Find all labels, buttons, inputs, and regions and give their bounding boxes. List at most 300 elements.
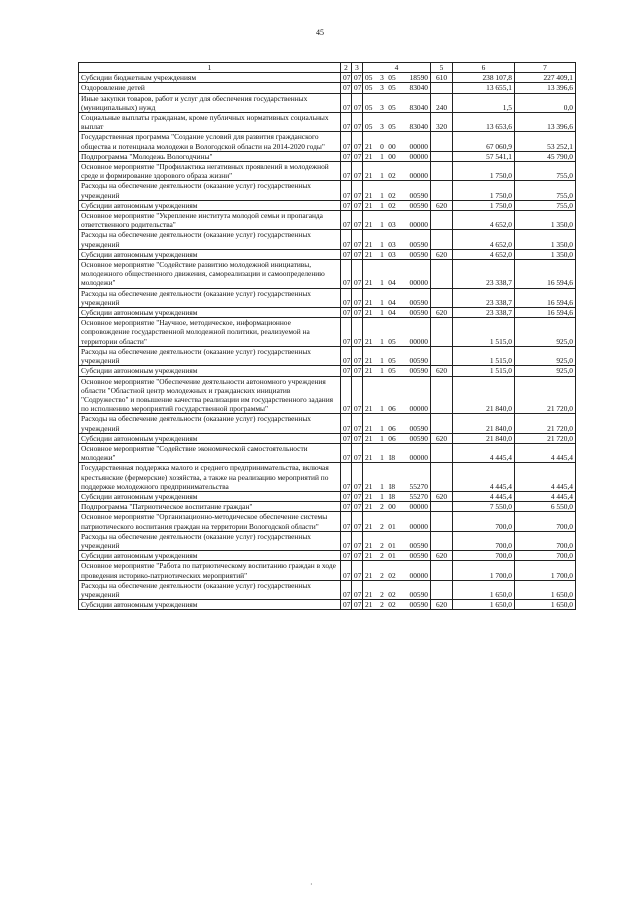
row-name: Подпрограмма "Патриотическое воспитание граждан" bbox=[79, 502, 341, 512]
target-article-direction: 00000 bbox=[409, 151, 428, 161]
row-target-article bbox=[363, 491, 431, 501]
target-article-parts bbox=[365, 122, 428, 131]
target-article-parts bbox=[365, 171, 428, 180]
row-amount-col6: 21 840,0 bbox=[453, 376, 515, 414]
header-col-2: 2 bbox=[341, 63, 352, 73]
row-amount-col7: 21 720,0 bbox=[515, 376, 576, 414]
target-article-parts bbox=[365, 600, 428, 609]
row-name: Субсидии автономным учреждениям bbox=[79, 491, 341, 501]
row-subsection: 07 bbox=[352, 551, 363, 561]
row-target-article bbox=[363, 580, 431, 599]
row-amount-col6: 4 652,0 bbox=[453, 230, 515, 249]
row-expense-type bbox=[431, 463, 453, 492]
row-subsection: 07 bbox=[352, 308, 363, 318]
table-row bbox=[79, 200, 576, 210]
row-target-article bbox=[363, 93, 431, 112]
target-article-parts bbox=[365, 142, 428, 151]
row-expense-type bbox=[431, 502, 453, 512]
target-article-parts bbox=[365, 424, 428, 433]
row-amount-col6: 1 700,0 bbox=[453, 561, 515, 580]
row-amount-col7: 21 720,0 bbox=[515, 433, 576, 443]
row-amount-col6: 13 653,6 bbox=[453, 113, 515, 132]
row-amount-col6: 700,0 bbox=[453, 512, 515, 531]
target-article-subprogram: 3 bbox=[380, 83, 384, 93]
row-amount-col6: 1 650,0 bbox=[453, 600, 515, 610]
row-section: 07 bbox=[341, 551, 352, 561]
row-amount-col7: 13 396,6 bbox=[515, 83, 576, 93]
target-article-program: 21 bbox=[365, 356, 373, 366]
target-article-program: 21 bbox=[365, 481, 373, 491]
target-article-direction: 83040 bbox=[409, 83, 428, 93]
table-row bbox=[79, 443, 576, 462]
row-subsection: 07 bbox=[352, 132, 363, 151]
target-article-subprogram: 1 bbox=[380, 239, 384, 249]
row-expense-type bbox=[431, 318, 453, 347]
row-section: 07 bbox=[341, 318, 352, 347]
row-expense-type bbox=[431, 151, 453, 161]
target-article-activity: 05 bbox=[388, 73, 396, 83]
target-article-direction: 55270 bbox=[409, 481, 428, 491]
row-section: 07 bbox=[341, 580, 352, 599]
table-row bbox=[79, 73, 576, 83]
target-article-direction: 00590 bbox=[409, 423, 428, 433]
row-amount-col6: 1 515,0 bbox=[453, 366, 515, 376]
target-article-program: 21 bbox=[365, 589, 373, 599]
row-section: 07 bbox=[341, 230, 352, 249]
row-section: 07 bbox=[341, 132, 352, 151]
row-amount-col7: 925,0 bbox=[515, 318, 576, 347]
row-amount-col6: 57 541,1 bbox=[453, 151, 515, 161]
row-amount-col6: 1,5 bbox=[453, 93, 515, 112]
row-amount-col7: 755,0 bbox=[515, 181, 576, 200]
row-subsection: 07 bbox=[352, 249, 363, 259]
target-article-subprogram: 2 bbox=[380, 600, 384, 610]
table-row bbox=[79, 531, 576, 550]
row-section: 07 bbox=[341, 463, 352, 492]
target-article-activity: 03 bbox=[388, 220, 396, 230]
target-article-subprogram: 1 bbox=[380, 481, 384, 491]
target-article-subprogram: 1 bbox=[380, 190, 384, 200]
target-article-activity: 00 bbox=[388, 502, 396, 512]
row-name: Основное мероприятие "Профилактика негативных проявлений в молодежной среде и формирование здорового образа жизни" bbox=[79, 162, 341, 181]
target-article-direction: 00000 bbox=[409, 278, 428, 288]
row-name: Субсидии автономным учреждениям bbox=[79, 200, 341, 210]
row-subsection: 07 bbox=[352, 346, 363, 365]
row-amount-col7: 1 650,0 bbox=[515, 580, 576, 599]
target-article-direction: 00590 bbox=[409, 308, 428, 318]
target-article-parts bbox=[365, 308, 428, 317]
row-expense-type bbox=[431, 181, 453, 200]
target-article-direction: 00590 bbox=[409, 200, 428, 210]
table-row bbox=[79, 551, 576, 561]
target-article-subprogram: 0 bbox=[380, 141, 384, 151]
target-article-activity: 01 bbox=[388, 551, 396, 561]
row-expense-type bbox=[431, 531, 453, 550]
row-expense-type bbox=[431, 376, 453, 414]
row-section: 07 bbox=[341, 200, 352, 210]
row-expense-type: 610 bbox=[431, 73, 453, 83]
row-target-article bbox=[363, 600, 431, 610]
target-article-program: 21 bbox=[365, 190, 373, 200]
target-article-parts bbox=[365, 434, 428, 443]
target-article-parts bbox=[365, 453, 428, 462]
row-section: 07 bbox=[341, 376, 352, 414]
target-article-activity: 05 bbox=[388, 356, 396, 366]
target-article-program: 21 bbox=[365, 551, 373, 561]
row-expense-type: 620 bbox=[431, 491, 453, 501]
page-number: 45 bbox=[316, 28, 324, 37]
row-amount-col6: 1 515,0 bbox=[453, 346, 515, 365]
target-article-activity: 03 bbox=[388, 249, 396, 259]
target-article-direction: 00590 bbox=[409, 356, 428, 366]
target-article-activity: 00 bbox=[388, 151, 396, 161]
row-target-article bbox=[363, 73, 431, 83]
target-article-parts bbox=[365, 152, 428, 161]
row-name: Субсидии автономным учреждениям bbox=[79, 249, 341, 259]
row-target-article bbox=[363, 211, 431, 230]
row-section: 07 bbox=[341, 443, 352, 462]
row-amount-col6: 23 338,7 bbox=[453, 260, 515, 289]
target-article-direction: 00000 bbox=[409, 220, 428, 230]
row-target-article bbox=[363, 414, 431, 433]
row-amount-col6: 4 652,0 bbox=[453, 211, 515, 230]
row-amount-col7: 700,0 bbox=[515, 512, 576, 531]
row-target-article bbox=[363, 200, 431, 210]
row-amount-col7: 45 790,0 bbox=[515, 151, 576, 161]
row-expense-type: 240 bbox=[431, 93, 453, 112]
row-amount-col6: 23 338,7 bbox=[453, 288, 515, 307]
table-row bbox=[79, 318, 576, 347]
target-article-subprogram: 1 bbox=[380, 356, 384, 366]
target-article-program: 21 bbox=[365, 570, 373, 580]
target-article-program: 21 bbox=[365, 502, 373, 512]
budget-table bbox=[78, 62, 576, 610]
target-article-direction: 00590 bbox=[409, 589, 428, 599]
table-row bbox=[79, 561, 576, 580]
row-amount-col6: 1 515,0 bbox=[453, 318, 515, 347]
row-subsection: 07 bbox=[352, 561, 363, 580]
row-name: Государственная программа "Создание условий для развития гражданского общества и потенциала молодежи в Вологодской области на 2014-2020 годы" bbox=[79, 132, 341, 151]
target-article-program: 05 bbox=[365, 102, 373, 112]
row-amount-col6: 23 338,7 bbox=[453, 308, 515, 318]
target-article-activity: 04 bbox=[388, 278, 396, 288]
target-article-direction: 00000 bbox=[409, 453, 428, 463]
target-article-activity: 02 bbox=[388, 600, 396, 610]
target-article-activity: 00 bbox=[388, 141, 396, 151]
row-name: Расходы на обеспечение деятельности (оказание услуг) государственных учреждений bbox=[79, 414, 341, 433]
row-target-article bbox=[363, 346, 431, 365]
row-target-article bbox=[363, 366, 431, 376]
target-article-activity: 06 bbox=[388, 404, 396, 414]
target-article-activity: 02 bbox=[388, 570, 396, 580]
row-target-article bbox=[363, 113, 431, 132]
row-section: 07 bbox=[341, 181, 352, 200]
row-target-article bbox=[363, 318, 431, 347]
row-amount-col6: 13 655,1 bbox=[453, 83, 515, 93]
row-target-article bbox=[363, 181, 431, 200]
row-expense-type: 620 bbox=[431, 600, 453, 610]
target-article-activity: 05 bbox=[388, 102, 396, 112]
header-col-5: 5 bbox=[431, 63, 453, 73]
row-subsection: 07 bbox=[352, 433, 363, 443]
target-article-program: 21 bbox=[365, 433, 373, 443]
row-target-article bbox=[363, 132, 431, 151]
target-article-program: 21 bbox=[365, 336, 373, 346]
target-article-program: 21 bbox=[365, 151, 373, 161]
target-article-direction: 00590 bbox=[409, 190, 428, 200]
row-subsection: 07 bbox=[352, 463, 363, 492]
row-amount-col6: 700,0 bbox=[453, 551, 515, 561]
row-subsection: 07 bbox=[352, 83, 363, 93]
target-article-subprogram: 2 bbox=[380, 540, 384, 550]
row-subsection: 07 bbox=[352, 162, 363, 181]
target-article-program: 21 bbox=[365, 600, 373, 610]
row-amount-col7: 925,0 bbox=[515, 366, 576, 376]
table-row bbox=[79, 580, 576, 599]
target-article-subprogram: 3 bbox=[380, 102, 384, 112]
row-expense-type: 620 bbox=[431, 308, 453, 318]
row-name: Иные закупки товаров, работ и услуг для обеспечения государственных (муниципальных) нужд bbox=[79, 93, 341, 112]
row-amount-col6: 1 750,0 bbox=[453, 162, 515, 181]
target-article-parts bbox=[365, 541, 428, 550]
row-subsection: 07 bbox=[352, 318, 363, 347]
row-amount-col7: 16 594,6 bbox=[515, 288, 576, 307]
target-article-program: 21 bbox=[365, 308, 373, 318]
target-article-activity: 05 bbox=[388, 336, 396, 346]
target-article-parts bbox=[365, 201, 428, 210]
row-target-article bbox=[363, 443, 431, 462]
header-col-4: 4 bbox=[363, 63, 431, 73]
row-section: 07 bbox=[341, 491, 352, 501]
row-name: Основное мероприятие "Работа по патриотическому воспитанию граждан в ходе проведения историко-патриотических мероприятий" bbox=[79, 561, 341, 580]
row-section: 07 bbox=[341, 561, 352, 580]
target-article-activity: 03 bbox=[388, 239, 396, 249]
target-article-direction: 00590 bbox=[409, 249, 428, 259]
row-target-article bbox=[363, 551, 431, 561]
row-name: Расходы на обеспечение деятельности (оказание услуг) государственных учреждений bbox=[79, 580, 341, 599]
target-article-program: 21 bbox=[365, 491, 373, 501]
header-col-6: 6 bbox=[453, 63, 515, 73]
row-subsection: 07 bbox=[352, 181, 363, 200]
target-article-activity: I8 bbox=[388, 481, 396, 491]
target-article-program: 21 bbox=[365, 171, 373, 181]
target-article-parts bbox=[365, 103, 428, 112]
table-row bbox=[79, 211, 576, 230]
target-article-parts bbox=[365, 298, 428, 307]
row-name: Расходы на обеспечение деятельности (оказание услуг) государственных учреждений bbox=[79, 346, 341, 365]
row-subsection: 07 bbox=[352, 376, 363, 414]
target-article-program: 21 bbox=[365, 423, 373, 433]
row-amount-col7: 4 445,4 bbox=[515, 463, 576, 492]
row-expense-type bbox=[431, 561, 453, 580]
row-subsection: 07 bbox=[352, 600, 363, 610]
row-expense-type bbox=[431, 346, 453, 365]
target-article-direction: 00590 bbox=[409, 600, 428, 610]
row-name: Расходы на обеспечение деятельности (оказание услуг) государственных учреждений bbox=[79, 181, 341, 200]
row-amount-col7: 16 594,6 bbox=[515, 260, 576, 289]
row-section: 07 bbox=[341, 249, 352, 259]
target-article-program: 21 bbox=[365, 366, 373, 376]
target-article-subprogram: 1 bbox=[380, 423, 384, 433]
target-article-direction: 18590 bbox=[409, 73, 428, 83]
target-article-activity: 05 bbox=[388, 83, 396, 93]
row-name: Основное мероприятие "Организационно-методическое обеспечение системы патриотического воспитания граждан на территории Вологодской области" bbox=[79, 512, 341, 531]
table-row bbox=[79, 288, 576, 307]
row-name: Расходы на обеспечение деятельности (оказание услуг) государственных учреждений bbox=[79, 230, 341, 249]
header-col-3: 3 bbox=[352, 63, 363, 73]
row-name: Основное мероприятие "Содействие экономической самостоятельности молодежи" bbox=[79, 443, 341, 462]
row-amount-col7: 1 700,0 bbox=[515, 561, 576, 580]
target-article-direction: 00590 bbox=[409, 297, 428, 307]
table-row bbox=[79, 93, 576, 112]
target-article-program: 21 bbox=[365, 200, 373, 210]
row-name: Расходы на обеспечение деятельности (оказание услуг) государственных учреждений bbox=[79, 531, 341, 550]
target-article-subprogram: 1 bbox=[380, 308, 384, 318]
scan-mark: · bbox=[310, 880, 313, 889]
table-row bbox=[79, 502, 576, 512]
row-amount-col6: 238 107,8 bbox=[453, 73, 515, 83]
row-section: 07 bbox=[341, 366, 352, 376]
row-subsection: 07 bbox=[352, 414, 363, 433]
table-row bbox=[79, 491, 576, 501]
target-article-subprogram: 3 bbox=[380, 73, 384, 83]
table-row bbox=[79, 260, 576, 289]
row-amount-col7: 53 252,1 bbox=[515, 132, 576, 151]
row-amount-col7: 1 350,0 bbox=[515, 249, 576, 259]
row-expense-type bbox=[431, 83, 453, 93]
row-amount-col6: 67 060,9 bbox=[453, 132, 515, 151]
table-row bbox=[79, 366, 576, 376]
target-article-subprogram: 2 bbox=[380, 589, 384, 599]
target-article-subprogram: 1 bbox=[380, 278, 384, 288]
row-target-article bbox=[363, 502, 431, 512]
row-subsection: 07 bbox=[352, 366, 363, 376]
target-article-activity: 06 bbox=[388, 433, 396, 443]
table-row bbox=[79, 162, 576, 181]
row-amount-col6: 4 445,4 bbox=[453, 491, 515, 501]
row-target-article bbox=[363, 151, 431, 161]
row-amount-col7: 925,0 bbox=[515, 346, 576, 365]
row-name: Социальные выплаты гражданам, кроме публичных нормативных социальных выплат bbox=[79, 113, 341, 132]
row-amount-col7: 21 720,0 bbox=[515, 414, 576, 433]
target-article-parts bbox=[365, 551, 428, 560]
row-target-article bbox=[363, 561, 431, 580]
row-section: 07 bbox=[341, 211, 352, 230]
target-article-parts bbox=[365, 366, 428, 375]
row-expense-type: 620 bbox=[431, 433, 453, 443]
row-section: 07 bbox=[341, 600, 352, 610]
target-article-subprogram: 1 bbox=[380, 200, 384, 210]
target-article-activity: I8 bbox=[388, 491, 396, 501]
row-expense-type: 620 bbox=[431, 551, 453, 561]
target-article-direction: 00000 bbox=[409, 141, 428, 151]
target-article-subprogram: 2 bbox=[380, 502, 384, 512]
target-article-direction: 00000 bbox=[409, 404, 428, 414]
target-article-parts bbox=[365, 590, 428, 599]
target-article-subprogram: 1 bbox=[380, 404, 384, 414]
row-expense-type: 620 bbox=[431, 366, 453, 376]
row-name: Основное мероприятие "Научное, методическое, информационное сопровождение государственной молодежной политики, реализуемой на территории области" bbox=[79, 318, 341, 347]
header-row bbox=[79, 63, 576, 73]
row-expense-type bbox=[431, 443, 453, 462]
row-subsection: 07 bbox=[352, 512, 363, 531]
row-amount-col7: 1 650,0 bbox=[515, 600, 576, 610]
target-article-activity: 05 bbox=[388, 122, 396, 132]
row-target-article bbox=[363, 230, 431, 249]
target-article-program: 05 bbox=[365, 83, 373, 93]
row-name: Субсидии автономным учреждениям bbox=[79, 433, 341, 443]
table-row bbox=[79, 414, 576, 433]
row-subsection: 07 bbox=[352, 211, 363, 230]
target-article-parts bbox=[365, 250, 428, 259]
row-name: Государственная поддержка малого и среднего предпринимательства, включая крестьянские (фермерские) хозяйства, а также на реализацию мероприятий по поддержке молодежного предпринимательства bbox=[79, 463, 341, 492]
target-article-subprogram: 1 bbox=[380, 171, 384, 181]
target-article-subprogram: 1 bbox=[380, 336, 384, 346]
row-amount-col6: 1 750,0 bbox=[453, 181, 515, 200]
table-row bbox=[79, 376, 576, 414]
table-row bbox=[79, 83, 576, 93]
row-amount-col6: 1 650,0 bbox=[453, 580, 515, 599]
row-name: Оздоровление детей bbox=[79, 83, 341, 93]
target-article-program: 21 bbox=[365, 278, 373, 288]
target-article-program: 21 bbox=[365, 453, 373, 463]
table-row bbox=[79, 132, 576, 151]
row-subsection: 07 bbox=[352, 73, 363, 83]
target-article-parts bbox=[365, 73, 428, 82]
row-expense-type bbox=[431, 260, 453, 289]
row-amount-col6: 7 550,0 bbox=[453, 502, 515, 512]
target-article-subprogram: 1 bbox=[380, 220, 384, 230]
target-article-direction: 00000 bbox=[409, 171, 428, 181]
target-article-direction: 00590 bbox=[409, 366, 428, 376]
target-article-subprogram: 2 bbox=[380, 521, 384, 531]
row-target-article bbox=[363, 249, 431, 259]
row-amount-col6: 4 445,4 bbox=[453, 463, 515, 492]
row-section: 07 bbox=[341, 83, 352, 93]
target-article-activity: 02 bbox=[388, 200, 396, 210]
row-target-article bbox=[363, 83, 431, 93]
target-article-program: 21 bbox=[365, 141, 373, 151]
row-subsection: 07 bbox=[352, 502, 363, 512]
target-article-program: 21 bbox=[365, 521, 373, 531]
row-subsection: 07 bbox=[352, 288, 363, 307]
target-article-direction: 55270 bbox=[409, 491, 428, 501]
row-section: 07 bbox=[341, 433, 352, 443]
row-expense-type bbox=[431, 580, 453, 599]
target-article-parts bbox=[365, 83, 428, 92]
row-name: Субсидии автономным учреждениям bbox=[79, 366, 341, 376]
target-article-activity: 04 bbox=[388, 308, 396, 318]
row-subsection: 07 bbox=[352, 93, 363, 112]
row-amount-col7: 1 350,0 bbox=[515, 211, 576, 230]
target-article-direction: 00590 bbox=[409, 551, 428, 561]
target-article-program: 21 bbox=[365, 239, 373, 249]
table-row bbox=[79, 308, 576, 318]
target-article-activity: 02 bbox=[388, 589, 396, 599]
row-amount-col7: 16 594,6 bbox=[515, 308, 576, 318]
row-section: 07 bbox=[341, 93, 352, 112]
target-article-direction: 00590 bbox=[409, 433, 428, 443]
target-article-direction: 00000 bbox=[409, 570, 428, 580]
row-target-article bbox=[363, 433, 431, 443]
row-name: Основное мероприятие "Обеспечение деятельности автономного учреждения области "Областной центр молодежных и гражданских инициатив "Содружество" и повышение качества реализации им государственного задания по исполнению мероприятий государственной программы" bbox=[79, 376, 341, 414]
target-article-parts bbox=[365, 220, 428, 229]
target-article-parts bbox=[365, 337, 428, 346]
target-article-direction: 00590 bbox=[409, 239, 428, 249]
target-article-program: 21 bbox=[365, 249, 373, 259]
row-expense-type bbox=[431, 162, 453, 181]
row-subsection: 07 bbox=[352, 260, 363, 289]
